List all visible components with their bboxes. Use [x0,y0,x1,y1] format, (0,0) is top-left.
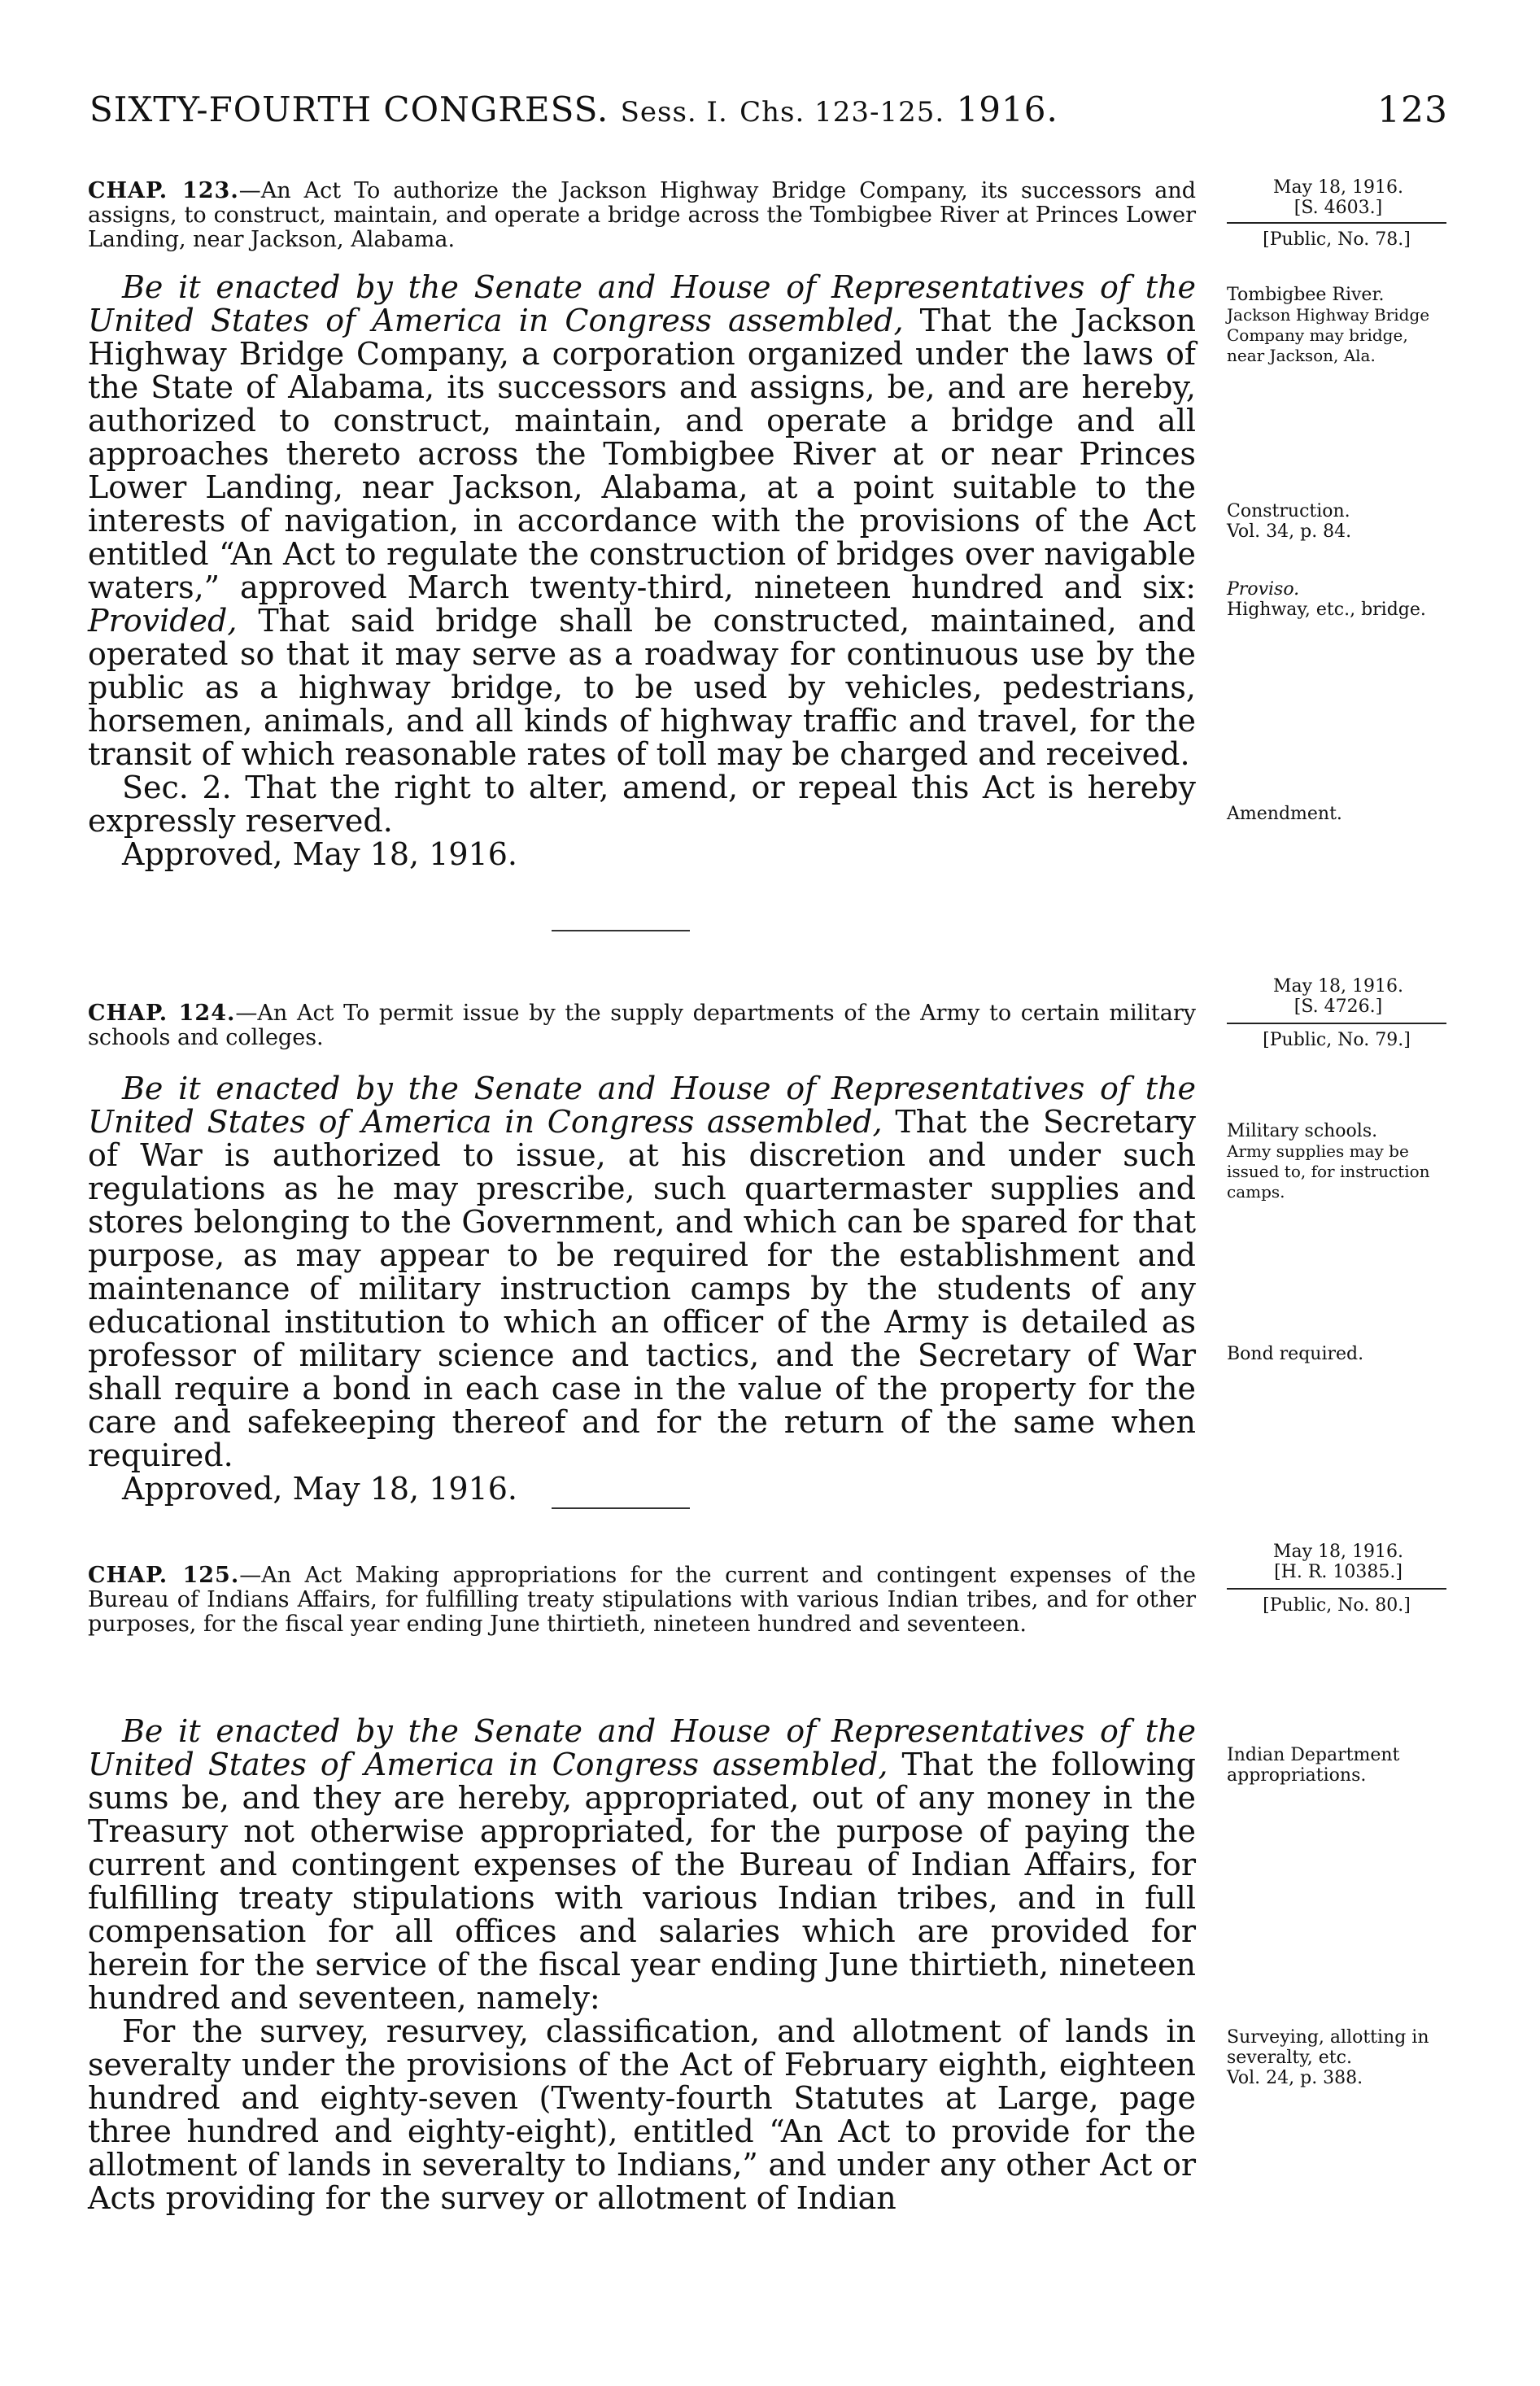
chap125-body [88,1715,1196,2215]
margin-bond-required: Bond required. [1227,1344,1364,1364]
chapters-range: Chs. 123-125. [739,96,945,129]
chap124-date: May 18, 1916. [1272,976,1404,997]
chap124-enacting-paragraph [88,1072,1196,1472]
chap123-sec2: Sec. 2. That the right to alter, amend, or repeal this Act is hereby expressly reserved. [88,770,1196,839]
margin-construction: Construction. [1227,501,1350,521]
chap125-margin-rule [1227,1588,1446,1590]
chap125-number: CHAP. 125. [88,1563,240,1588]
chap123-text-b: That said bridge shall be constructed, maintained, and operated so that it may serve as a roadway for continuous use by the public as a highway bridge, to be used by vehicles, pedestrians, horsemen, animals, and all kinds of highway traffic and travel, for the transit of which reasonable rates of toll may be charged and received. [88,603,1196,772]
chap125-title [88,1564,1196,1637]
chap123-margin-date [1237,177,1440,218]
chap125-enacting-paragraph [88,1715,1196,2015]
chap124-title-text: —An Act To permit issue by the supply departments of the Army to certain military schools and colleges. [88,1001,1196,1050]
chap125-survey-paragraph: For the survey, resurvey, classification, and allotment of lands in severalty under the provisions of the Act of February eighth, eighteen hundred and eighty-seven (Twenty-fourth Statutes at Large, page three hundred and eighty-eight), entitled “An Act to provide for the allotment of lands in severalty to Indians,” and under any other Act or Acts providing for the survey or allotment of Indian [88,2013,1196,2216]
running-head-left [89,89,1058,129]
chap123-enacting-clause: Be it enacted by the Senate and House of Representatives of the United States of America in Congress assembled, [88,269,1196,338]
margin-indian-department: Indian Department appropriations. [1227,1745,1400,1786]
chap125-margin-date [1237,1542,1440,1582]
chap123-margin-proviso [1227,579,1446,620]
chap124-text: That the Secretary of War is authorized to issue, at his discretion and under such regulations as he may prescribe, such quartermaster supplies and stores belonging to the Government, and which can be spared for that purpose, as may appear to be required for the establishment and maintenance of military instruction camps by the students of any educational institution to which an officer of the Army is detailed as professor of military science and tactics, and the Secretary of War shall require a bond in each case in the value of the property for the care and safekeeping thereof and for the return of the same when required. [88,1104,1196,1473]
chap124-bill: [S. 4726.] [1294,997,1383,1017]
chap123-body [88,271,1196,871]
year: 1916. [956,89,1058,129]
chap123-title [88,179,1196,252]
page-number: 123 [1377,89,1448,131]
chap125-bill: [H. R. 10385.] [1274,1562,1403,1582]
chap123-provided: Provided, [88,603,238,639]
congress-title: SIXTY-FOURTH CONGRESS. [89,89,609,129]
separator-rule-2 [552,1507,690,1509]
margin-vol-24: Vol. 24, p. 388. [1227,2068,1363,2088]
session: Sess. I. [620,96,728,129]
margin-proviso: Proviso. [1227,579,1300,600]
separator-rule-1 [552,930,690,931]
chap125-margin-survey [1227,2027,1446,2088]
chap124-body [88,1072,1196,1506]
chap123-public: [Public, No. 78.] [1263,229,1411,250]
margin-highway-bridge: Highway, etc., bridge. [1227,600,1426,620]
chap123-number: CHAP. 123. [88,178,239,203]
chap124-enacting-clause: Be it enacted by the Senate and House of Representatives of the United States of America in Congress assembled, [88,1071,1196,1140]
chap123-margin-notes [1227,285,1446,366]
chap123-margin-construction [1227,501,1446,542]
chap125-title-text: —An Act Making appropriations for the current and contingent expenses of the Bureau of Indians Affairs, for fulfilling treaty stipulations with various Indian tribes, and for other purposes, for the fiscal year ending June thirtieth, nineteen hundred and seventeen. [88,1563,1196,1637]
chap123-approved: Approved, May 18, 1916. [122,836,517,872]
chap123-enacting-paragraph [88,271,1196,771]
chap125-enacting-clause: Be it enacted by the Senate and House of Representatives of the United States of America in Congress assembled, [88,1713,1196,1782]
chap125-public: [Public, No. 80.] [1263,1595,1411,1616]
chap124-margin-rule [1227,1023,1446,1024]
chap125-text: That the following sums be, and they are hereby, appropriated, out of any money in the Treasury not otherwise appropriated, for the purpose of paying the current and contingent expenses of the Bureau of Indian Affairs, for fulfilling treaty stipulations with various Indian tribes, and in full compensation for all offices and salaries which are provided for herein for the service of the fiscal year ending June thirtieth, nineteen hundred and seventeen, namely: [88,1747,1196,2016]
chap123-title-text: —An Act To authorize the Jackson Highway Bridge Company, its successors and assigns, to construct, maintain, and operate a bridge across the Tombigbee River at Princes Lower Landing, near Jackson, Alabama. [88,178,1197,252]
margin-army-supplies: Army supplies may be issued to, for instruction camps. [1227,1141,1430,1202]
chap123-bill: [S. 4603.] [1294,198,1383,218]
chap124-number: CHAP. 124. [88,1001,236,1026]
running-head [89,89,1448,138]
margin-tombigbee-river: Tombigbee River. [1227,285,1385,305]
margin-military-schools: Military schools. [1227,1121,1378,1141]
margin-surveying: Surveying, allotting in severalty, etc. [1227,2027,1429,2068]
chap124-public: [Public, No. 79.] [1263,1030,1411,1050]
chap125-date: May 18, 1916. [1272,1542,1404,1562]
chap123-date: May 18, 1916. [1272,177,1404,198]
margin-amendment: Amendment. [1227,804,1342,824]
margin-vol-34: Vol. 34, p. 84. [1227,521,1352,542]
chap124-title [88,1001,1196,1050]
chap123-text-a: That the Jackson Highway Bridge Company, a corporation organized under the laws of the State of Alabama, its successors and assigns, be, and are hereby, authorized to construct, maintain, and operate a bridge and all approaches thereto across the Tombigbee River at or near Princes Lower Landing, near Jackson, Alabama, at a point suitable to the interests of navigation, in accordance with the provisions of the Act entitled “An Act to regulate the construction of bridges over navigable waters,” approved March twenty-third, nineteen hundred and six: [88,303,1196,605]
chap124-approved: Approved, May 18, 1916. [122,1471,517,1507]
chap124-margin-date [1237,976,1440,1017]
chap123-margin-rule [1227,222,1446,224]
margin-jackson-bridge: Jackson Highway Bridge Company may bridge, near Jackson, Ala. [1227,305,1430,365]
chap124-margin-notes [1227,1121,1446,1202]
